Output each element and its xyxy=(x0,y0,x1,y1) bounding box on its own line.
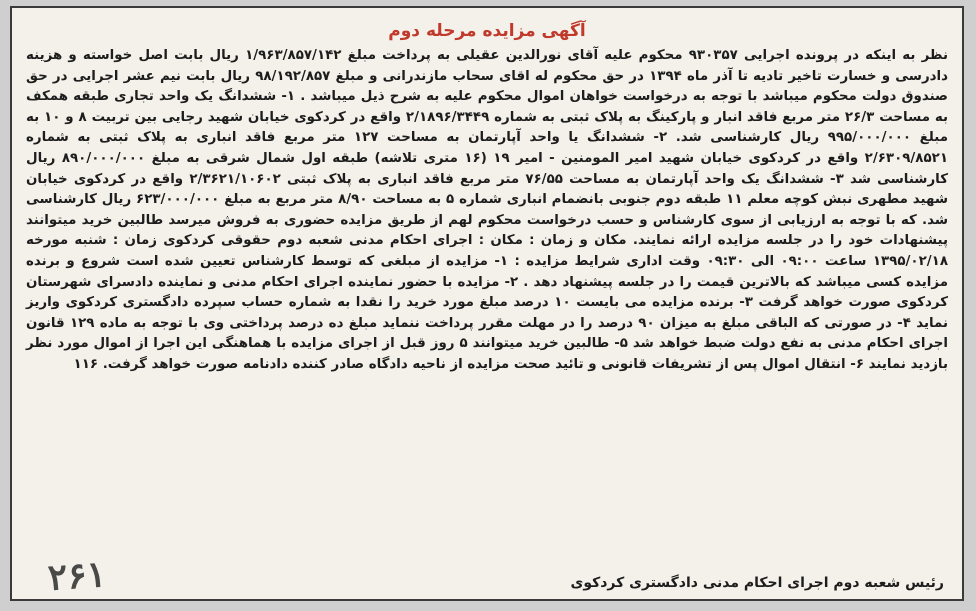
auction-notice xyxy=(10,6,964,601)
notice-paragraph: نظر به اینکه در پرونده اجرایی ۹۳۰۳۵۷ محکوم علیه آقای نورالدین عقیلی به پرداخت مبلغ ۱/۹۶۳/۸۵۷/۱۴۲ ریال بابت اصل خواسته و هزینه دادرسی و خسارت تاخیر تادیه تا آذر ماه ۱۳۹۴ در حق محکوم له اقای سحاب مازندرانی و مبلغ ۹۸/۱۹۲/۸۵۷ ریال بابت نیم عشر اجرایی در حق صندوق دولت محکوم میباشد با توجه به درخواست خواهان اموال محکوم علیه به شرح ذیل میباشد . ۱- ششدانگ یک واحد تجاری طبقه همکف به مساحت ۲۶/۳ متر مربع فاقد انبار و پارکینگ به پلاک ثبتی به شماره ۲/۱۸۹۶/۳۴۴۹ واقع در کردکوی خیابان شهید رجایی بین تربیت ۸ و ۱۰ به مبلغ ۹۹۵/۰۰۰/۰۰۰ ریال کارشناسی شد. ۲- ششدانگ یا واحد آپارتمان به مساحت ۱۲۷ متر مربع فاقد انباری به پلاک ثبتی به شماره ۲/۶۳۰۹/۸۵۲۱ واقع در کردکوی خیابان شهید امیر المومنین - امیر ۱۹ (۱۶ متری تلاشه) طبقه اول شمال شرقی به مبلغ ۸۹۰/۰۰۰/۰۰۰ ریال کارشناسی شد ۳- ششدانگ یک واحد آپارتمان به مساحت ۷۶/۵۵ متر مربع فاقد انباری به پلاک ثبتی ۲/۳۶۲۱/۱۰۶۰۲ واقع در کردکوی خیابان شهید مطهری نبش کوچه معلم ۱۱ طبقه دوم جنوبی بانضمام انباری شماره ۵ به مساحت ۸/۹۰ متر مربع به مبلغ ۶۲۳/۰۰۰/۰۰۰ ریال کارشناسی شد. که با توجه به ارزیابی از سوی کارشناس و حسب درخواست محکوم لهم از طریق مزایده حضوری به فروش میرسد طالبین خرید میتوانند پیشنهادات خود را در جلسه مزایده ارائه نمایند. مکان و زمان : مکان : اجرای احکام مدنی شعبه دوم حقوقی کردکوی زمان : شنبه مورخه ۱۳۹۵/۰۲/۱۸ ساعت ۰۹:۰۰ الی ۰۹:۳۰ وقت اداری شرایط مزایده : ۱- مزایده از مبلغی که توسط کارشناس تعیین شده است شروع و برنده مزایده کسی میباشد که بالاترین قیمت را در جلسه پیشنهاد دهد . ۲- مزایده با حضور نماینده اجرای احکام مدنی و نماینده دادسرای شهرستان کردکوی صورت خواهد گرفت ۳- برنده مزایده می بایست ۱۰ درصد مبلغ مورد خرید را نقدا به شماره حساب سپرده دادگستری کردکوی واریز نماید ۴- در صورتی که الباقی مبلغ به میزان ۹۰ درصد را در مهلت مقرر پرداخت ننماید مبلغ ده درصد پرداختی وی با توجه به ماده ۱۲۹ قانون اجرای احکام مدنی به نفع دولت ضبط خواهد شد ۵- طالبین خرید میتوانند ۵ روز قبل از اجرای مزایده با هماهنگی این اجرا از اموال مورد نظر بازدید نمایند ۶- انتقال اموال پس از تشریفات قانونی و تائید صحت مزایده از ناحیه دادگاه صادر کننده دادنامه صورت خواهد گرفت. ۱۱۶ xyxy=(26,48,949,372)
notice-body xyxy=(26,46,948,376)
signature-line: رئیس شعبه دوم اجرای احکام مدنی دادگستری کردکوی xyxy=(570,575,944,591)
handwritten-code: ۲۶۱ xyxy=(46,553,108,599)
notice-title: آگهی مزایده مرحله دوم xyxy=(388,21,586,41)
